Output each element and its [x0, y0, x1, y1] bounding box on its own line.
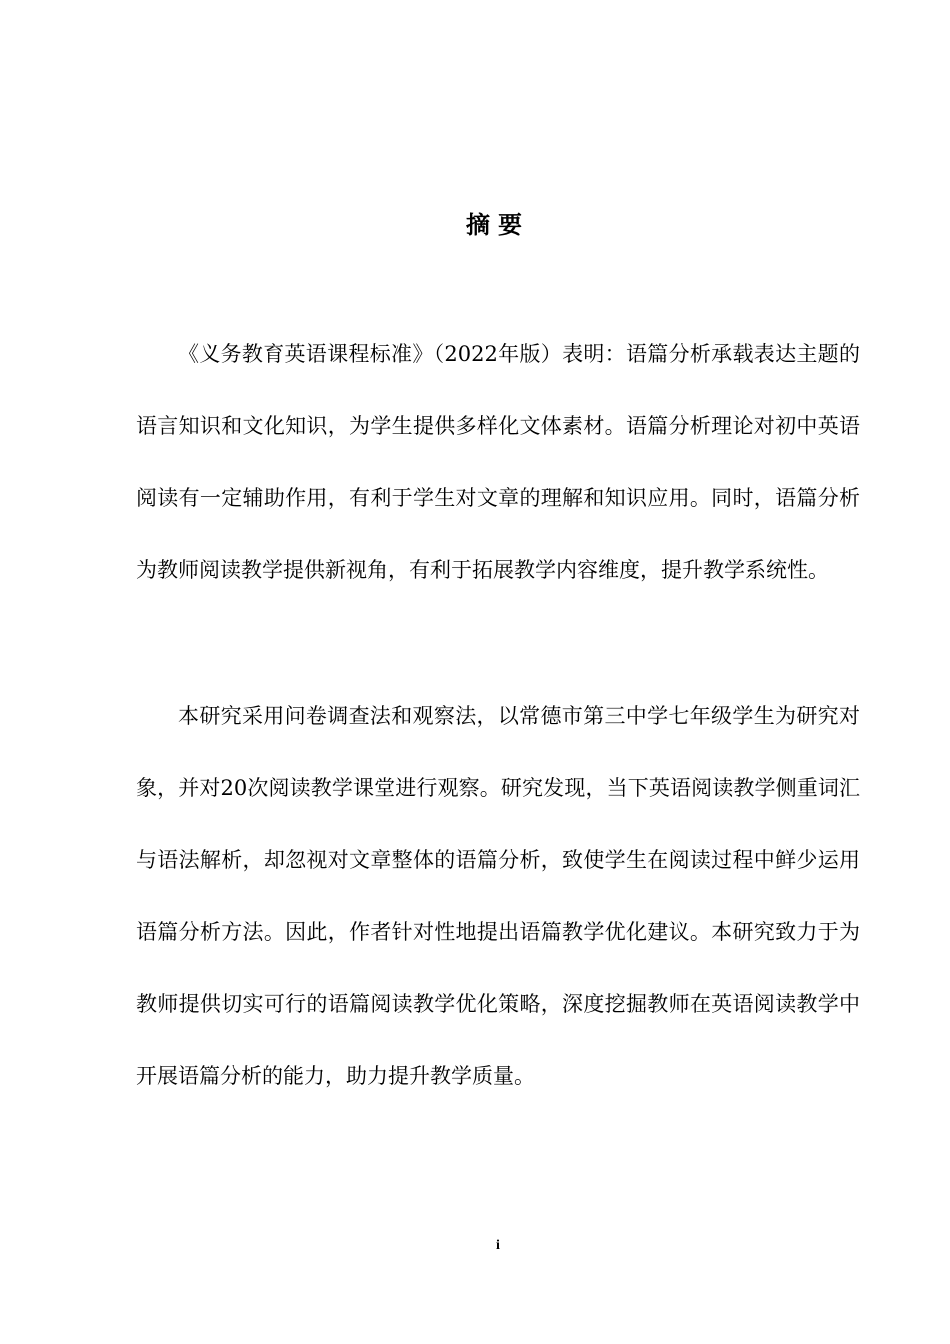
paragraph-text: 《义务教育英语课程标准》（2022年版）表明：语篇分析承载表达主题的语言知识和文化知识，为学生提供多样化文体素材。语篇分析理论对初中英语阅读有一定辅助作用，有利于学生对文章的理解和知识应用。同时，语篇分析为教师阅读教学提供新视角，有利于拓展教学内容维度，提升教学系统性。: [136, 342, 860, 582]
paragraph-text: 本研究采用问卷调查法和观察法，以常德市第三中学七年级学生为研究对象，并对20次阅读教学课堂进行观察。研究发现，当下英语阅读教学侧重词汇与语法解析，却忽视对文章整体的语篇分析，致使学生在阅读过程中鲜少运用语篇分析方法。因此，作者针对性地提出语篇教学优化建议。本研究致力于为教师提供切实可行的语篇阅读教学优化策略，深度挖掘教师在英语阅读教学中开展语篇分析的能力，助力提升教学质量。: [136, 704, 860, 1088]
page-number: i: [496, 1238, 500, 1253]
page-title: 摘要: [466, 211, 530, 239]
abstract-paragraph-2: [136, 680, 860, 1112]
abstract-paragraph-1: [136, 318, 860, 606]
